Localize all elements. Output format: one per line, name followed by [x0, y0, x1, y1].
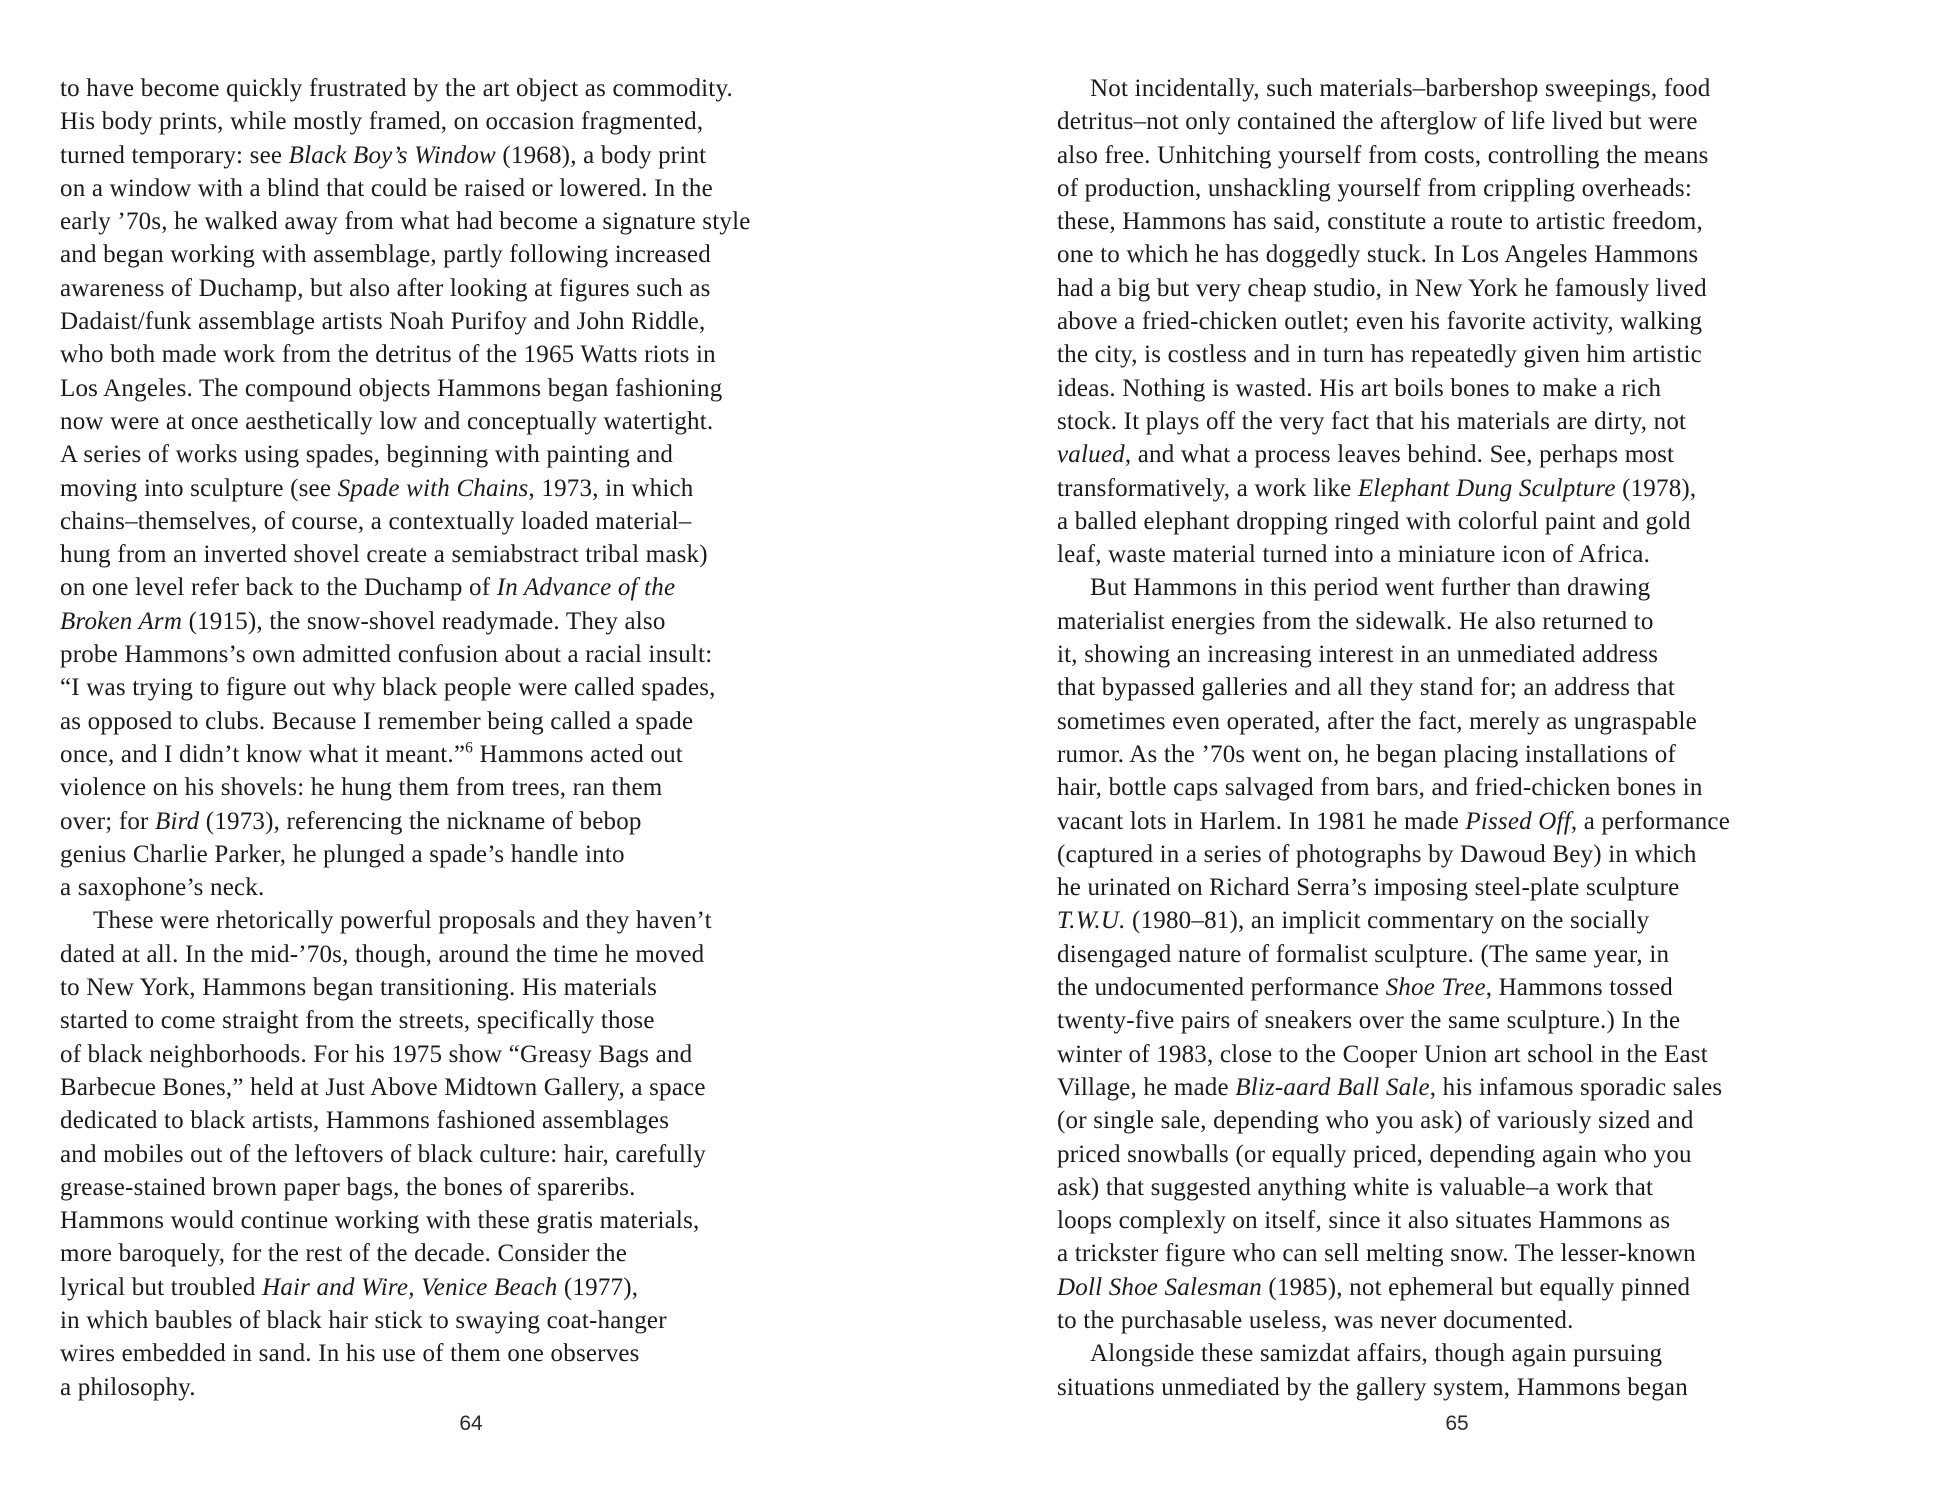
artwork-title: T.W.U. [1057, 907, 1126, 935]
text-line: to the purchasable useless, was never documented. [1057, 1306, 1574, 1334]
text-line: above a fried-chicken outlet; even his favorite activity, walking [1057, 308, 1703, 336]
text-line: transformatively, a work like Elephant Dung Sculpture (1978), [1057, 474, 1697, 502]
footnote-marker: 6 [465, 739, 474, 757]
text-line: had a big but very cheap studio, in New York he famously lived [1057, 274, 1707, 302]
text-line: loops complexly on itself, since it also situates Hammons as [1057, 1207, 1671, 1235]
text-line: chains–themselves, of course, a contextually loaded material– [60, 507, 692, 535]
text-line: one to which he has doggedly stuck. In Los Angeles Hammons [1057, 241, 1699, 269]
text-line: that bypassed galleries and all they stand for; an address that [1057, 674, 1675, 702]
text-line: now were at once aesthetically low and conceptually watertight. [60, 407, 714, 435]
text-line: But Hammons in this period went further than drawing [1090, 574, 1651, 602]
artwork-title: Hair and Wire, Venice Beach [262, 1273, 558, 1301]
text-line: on one level refer back to the Duchamp of In Advance of the [60, 574, 676, 602]
text-line: to have become quickly frustrated by the art object as commodity. [60, 75, 733, 102]
text-line: in which baubles of black hair stick to swaying coat-hanger [60, 1306, 667, 1334]
text-line: Alongside these samizdat affairs, though again pursuing [1090, 1340, 1663, 1368]
text-line: materialist energies from the sidewalk. He also returned to [1057, 607, 1654, 635]
text-line: as opposed to clubs. Because I remember being called a spade [60, 707, 694, 735]
text-line: hung from an inverted shovel create a semiabstract tribal mask) [60, 541, 708, 569]
text-line: Hammons would continue working with these gratis materials, [60, 1207, 700, 1235]
text-line: Village, he made Bliz-aard Ball Sale, his infamous sporadic sales [1057, 1073, 1723, 1101]
text-line: awareness of Duchamp, but also after looking at figures such as [60, 274, 711, 302]
artwork-title: Broken Arm [60, 607, 183, 635]
text-line: Not incidentally, such materials–barbershop sweepings, food [1090, 75, 1711, 102]
text-line: Los Angeles. The compound objects Hammons began fashioning [60, 374, 723, 402]
text-line: the city, is costless and in turn has repeatedly given him artistic [1057, 341, 1702, 369]
text-line: These were rhetorically powerful proposals and they haven’t [93, 907, 712, 935]
text-line: probe Hammons’s own admitted confusion about a racial insult: [60, 641, 713, 669]
text-line: winter of 1983, close to the Cooper Union art school in the East [1057, 1040, 1708, 1068]
text-line: (captured in a series of photographs by Dawoud Bey) in which [1057, 840, 1697, 868]
text-line: detritus–not only contained the afterglow of life lived but were [1057, 108, 1698, 136]
text-line: violence on his shovels: he hung them from trees, ran them [60, 774, 663, 802]
text-line: over; for Bird (1973), referencing the nickname of bebop [60, 807, 642, 835]
text-line: leaf, waste material turned into a miniature icon of Africa. [1057, 541, 1651, 569]
text-line: a philosophy. [60, 1373, 196, 1401]
text-line: a balled elephant dropping ringed with colorful paint and gold [1057, 507, 1691, 535]
text-line: twenty-five pairs of sneakers over the same sculpture.) In the [1057, 1007, 1681, 1035]
text-line: “I was trying to figure out why black people were called spades, [60, 674, 716, 702]
text-line: grease-stained brown paper bags, the bones of spareribs. [60, 1173, 636, 1201]
page-number-left: 64 [459, 1412, 483, 1435]
text-line: situations unmediated by the gallery system, Hammons began [1057, 1373, 1688, 1401]
artwork-title: Bird [155, 807, 200, 835]
text-line: Broken Arm (1915), the snow-shovel readymade. They also [60, 607, 666, 635]
text-line: Doll Shoe Salesman (1985), not ephemeral but equally pinned [1057, 1273, 1691, 1301]
text-line: he urinated on Richard Serra’s imposing steel-plate sculpture [1057, 874, 1680, 902]
text-line: ideas. Nothing is wasted. His art boils bones to make a rich [1057, 374, 1662, 402]
text-line: sometimes even operated, after the fact, merely as ungraspable [1057, 707, 1697, 735]
artwork-title: In Advance of the [496, 574, 676, 602]
text-line: also free. Unhitching yourself from costs, controlling the means [1057, 141, 1709, 169]
text-line: disengaged nature of formalist sculpture. (The same year, in [1057, 940, 1670, 968]
text-line: of production, unshackling yourself from crippling overheads: [1057, 174, 1692, 202]
text-line: priced snowballs (or equally priced, depending again who you [1057, 1140, 1692, 1168]
text-line: T.W.U. (1980–81), an implicit commentary on the socially [1057, 907, 1650, 935]
text-line: genius Charlie Parker, he plunged a spade’s handle into [60, 840, 625, 868]
text-line: and mobiles out of the leftovers of black culture: hair, carefully [60, 1140, 707, 1168]
text-line: to New York, Hammons began transitioning. His materials [60, 974, 658, 1002]
text-line: dated at all. In the mid-’70s, though, around the time he moved [60, 940, 705, 968]
text-line: once, and I didn’t know what it meant.”$^6$ Hammons acted out [60, 739, 683, 768]
text-line: it, showing an increasing interest in an unmediated address [1057, 641, 1659, 669]
artwork-title: Shoe Tree [1385, 974, 1486, 1002]
text-line: lyrical but troubled Hair and Wire, Venice Beach (1977), [60, 1273, 639, 1301]
text-line: stock. It plays off the very fact that his materials are dirty, not [1057, 407, 1687, 435]
artwork-title: Spade with Chains [337, 474, 529, 502]
text-line: rumor. As the ’70s went on, he began placing installations of [1057, 740, 1677, 768]
artwork-title: valued [1057, 441, 1125, 469]
artwork-title: Bliz-aard Ball Sale [1235, 1073, 1430, 1101]
text-line: started to come straight from the streets, specifically those [60, 1007, 655, 1035]
text-line: early ’70s, he walked away from what had become a signature style [60, 208, 751, 236]
text-line: wires embedded in sand. In his use of them one observes [60, 1340, 640, 1368]
page-left-text [60, 72, 882, 1404]
text-line: a trickster figure who can sell melting snow. The lesser-known [1057, 1240, 1696, 1268]
text-line: hair, bottle caps salvaged from bars, and fried-chicken bones in [1057, 774, 1703, 802]
text-line: who both made work from the detritus of the 1965 Watts riots in [60, 341, 716, 369]
page-number-right: 65 [1445, 1412, 1469, 1435]
text-line: vacant lots in Harlem. In 1981 he made Pissed Off, a performance [1057, 807, 1730, 835]
text-line: a saxophone’s neck. [60, 874, 265, 902]
text-line: (or single sale, depending who you ask) of variously sized and [1057, 1107, 1694, 1135]
text-line: ask) that suggested anything white is valuable–a work that [1057, 1173, 1654, 1201]
text-line: these, Hammons has said, constitute a route to artistic freedom, [1057, 208, 1703, 236]
text-line: Barbecue Bones,” held at Just Above Midtown Gallery, a space [60, 1073, 706, 1101]
page-right-text [1057, 72, 1857, 1404]
text-line: turned temporary: see Black Boy’s Window (1968), a body print [60, 141, 707, 169]
text-line: A series of works using spades, beginning with painting and [60, 441, 674, 469]
text-line: moving into sculpture (see Spade with Chains, 1973, in which [60, 474, 694, 502]
text-line: and began working with assemblage, partly following increased [60, 241, 711, 269]
text-line: more baroquely, for the rest of the decade. Consider the [60, 1240, 628, 1268]
text-line: dedicated to black artists, Hammons fashioned assemblages [60, 1107, 670, 1135]
artwork-title: Doll Shoe Salesman [1057, 1273, 1262, 1301]
text-line: valued, and what a process leaves behind. See, perhaps most [1057, 441, 1675, 469]
text-line: of black neighborhoods. For his 1975 show “Greasy Bags and [60, 1040, 693, 1068]
artwork-title: Pissed Off [1465, 807, 1571, 835]
text-line: Dadaist/funk assemblage artists Noah Purifoy and John Riddle, [60, 308, 706, 336]
artwork-title: Elephant Dung Sculpture [1357, 474, 1616, 502]
text-line: His body prints, while mostly framed, on occasion fragmented, [60, 108, 704, 136]
text-line: on a window with a blind that could be raised or lowered. In the [60, 174, 713, 202]
artwork-title: Black Boy’s Window [288, 141, 496, 169]
text-line: the undocumented performance Shoe Tree, Hammons tossed [1057, 974, 1673, 1002]
